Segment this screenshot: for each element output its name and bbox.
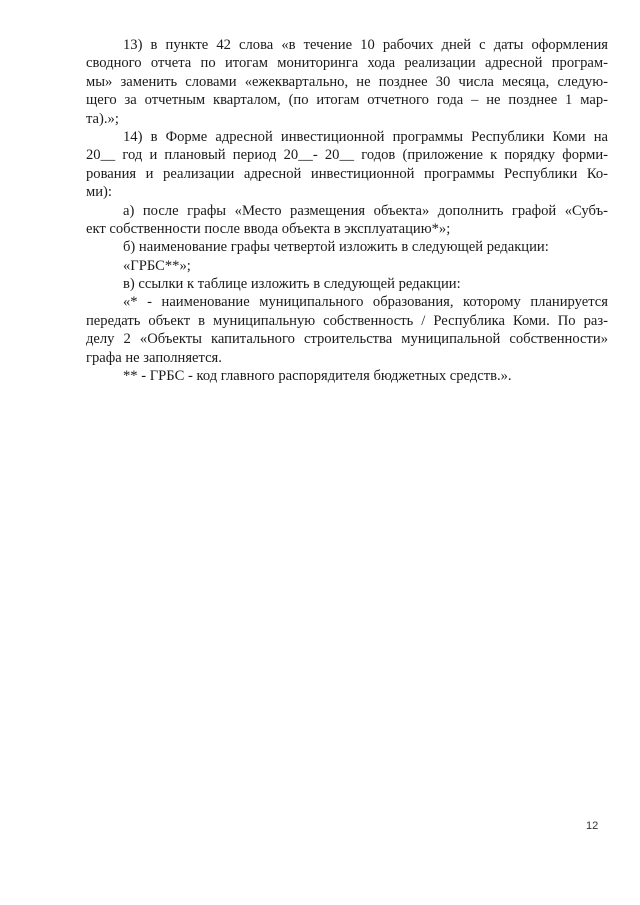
text-line: та).»; [86,110,119,127]
paragraph-item-14 [86,128,608,202]
text-line: б) наименование графы четвертой изложить в следующей редакции: [123,239,549,256]
text-line: графа не заполняется. [86,349,222,366]
text-line: передать объект в муниципальную собственность / Республика Коми. По раз- [86,312,608,329]
text-line: «* - наименование муниципального образования, которому планируется [123,294,608,311]
document-page [86,36,608,385]
text-line: 20__ год и плановый период 20__- 20__ годов (приложение к порядку форми- [86,147,608,164]
paragraph-item-14c [86,275,608,293]
text-line: мы» заменить словами «ежеквартально, не позднее 30 числа месяца, следую- [86,73,608,90]
text-line: а) после графы «Место размещения объекта» дополнить графой «Субъ- [123,202,608,219]
paragraph-item-14b-quote [86,257,608,275]
paragraph-item-13 [86,36,608,128]
text-line: щего за отчетным кварталом, (по итогам отчетного года – не позднее 1 мар- [86,92,608,109]
text-line: рования и реализации адресной инвестиционной программы Республики Ко- [86,165,608,182]
text-line: ** - ГРБС - код главного распорядителя бюджетных средств.». [123,368,512,385]
text-line: «ГРБС**»; [123,257,191,274]
page-number: 12 [586,820,599,832]
paragraph-item-14a [86,202,608,239]
text-line: в) ссылки к таблице изложить в следующей редакции: [123,276,461,293]
text-line: ми): [86,184,112,201]
text-line: 13) в пункте 42 слова «в течение 10 рабочих дней с даты оформления [123,37,608,53]
text-line: сводного отчета по итогам мониторинга хода реализации адресной програм- [86,55,608,72]
text-line: 14) в Форме адресной инвестиционной программы Республики Коми на [123,128,608,145]
text-line: делу 2 «Объекты капитального строительства муниципальной собственности» [86,331,608,348]
paragraph-item-14c-note2 [86,367,608,385]
paragraph-item-14c-note1 [86,293,608,367]
text-line: ект собственности после ввода объекта в эксплуатацию*»; [86,220,451,237]
paragraph-item-14b [86,238,608,256]
